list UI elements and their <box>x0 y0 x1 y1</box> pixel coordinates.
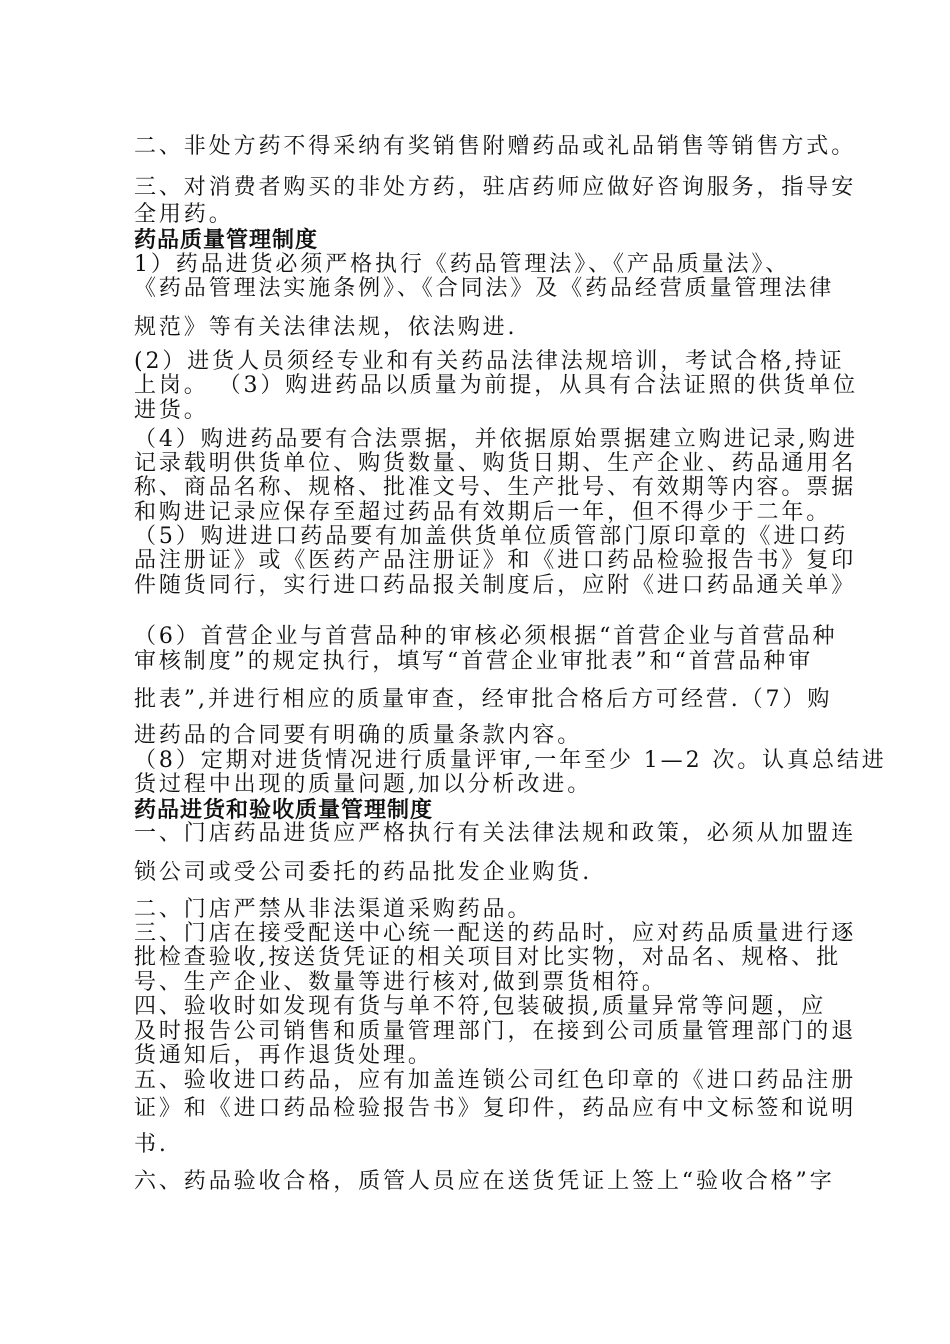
paragraph-line: 一、门店药品进货应严格执行有关法律法规和政策，必须从加盟连 <box>134 821 857 846</box>
paragraph-line: 二、非处方药不得采纳有奖销售附赠药品或礼品销售等销售方式。 <box>134 134 857 159</box>
section-heading: 药品进货和验收质量管理制度 <box>134 797 434 823</box>
paragraph-line: 审核制度”的规定执行，填写“首营企业审批表”和“首营品种审 <box>134 649 814 674</box>
paragraph-line: 五、验收进口药品，应有加盖连锁公司红色印章的《进口药品注册 <box>134 1068 857 1093</box>
paragraph-line: 六、药品验收合格，质管人员应在送货凭证上签上“验收合格”字 <box>134 1169 835 1194</box>
paragraph-line: 《药品管理法实施条例》、《合同法》及《药品经营质量管理法律 <box>134 276 835 301</box>
paragraph-line: 证》和《进口药品检验报告书》复印件，药品应有中文标签和说明 <box>134 1096 857 1121</box>
section-heading: 药品质量管理制度 <box>134 227 319 253</box>
paragraph-line: （4）购进药品要有合法票据，并依据原始票据建立购进记录,购进 <box>134 427 858 452</box>
paragraph-line: 四、验收时如发现有货与单不符,包装破损,质量异常等问题，应 <box>134 994 827 1019</box>
paragraph-line: 品注册证》或《医药产品注册证》和《进口药品检验报告书》复印 <box>134 548 857 573</box>
paragraph-line: （6）首营企业与首营品种的审核必须根据“首营企业与首营品种 <box>134 624 838 649</box>
paragraph-line: 号、生产企业、数量等进行核对,做到票货相符。 <box>134 970 667 995</box>
paragraph-line: 1）药品进货必须严格执行《药品管理法》、《产品质量法》、 <box>134 252 791 277</box>
paragraph-line: （5）购进进口药品要有加盖供货单位质管部门原印章的《进口药 <box>134 524 849 549</box>
paragraph-line: 进货。 <box>134 398 209 423</box>
paragraph-line: 书. <box>134 1132 169 1157</box>
paragraph-line: 全用药。 <box>134 202 234 227</box>
paragraph-line: 三、对消费者购买的非处方药，驻店药师应做好咨询服务，指导安 <box>134 175 857 200</box>
paragraph-line: 件随货同行，实行进口药品报关制度后，应附《进口药品通关单》 <box>134 573 857 598</box>
paragraph-line: 三、门店在接受配送中心统一配送的药品时，应对药品质量进行逐 <box>134 921 857 946</box>
paragraph-line: 进药品的合同要有明确的质量条款内容。 <box>134 723 583 748</box>
paragraph-line: 批表”,并进行相应的质量审查，经审批合格后方可经营.（7）购 <box>134 687 833 712</box>
paragraph-line: 锁公司或受公司委托的药品批发企业购货. <box>134 860 593 885</box>
paragraph-line: （8）定期对进货情况进行质量评审,一年至少 1—2 次。认真总结进 <box>134 748 887 773</box>
paragraph-line: (2）进货人员须经专业和有关药品法律法规培训，考试合格,持证 <box>134 349 845 374</box>
paragraph-line: 和购进记录应保存至超过药品有效期后一年，但不得少于二年。 <box>134 500 832 525</box>
paragraph-line: 上岗。 （3）购进药品以质量为前提，从具有合法证照的供货单位 <box>134 373 858 398</box>
paragraph-line: 批检查验收,按送货凭证的相关项目对比实物，对品名、规格、批 <box>134 945 842 970</box>
paragraph-line: 二、门店严禁从非法渠道采购药品。 <box>134 897 533 922</box>
paragraph-line: 称、商品名称、规格、批准文号、生产批号、有效期等内容。票据 <box>134 475 857 500</box>
paragraph-line: 货通知后，再作退货处理。 <box>134 1043 433 1068</box>
paragraph-line: 记录载明供货单位、购货数量、购货日期、生产企业、药品通用名 <box>134 451 857 476</box>
paragraph-line: 规范》等有关法律法规，依法购进. <box>134 315 518 340</box>
paragraph-line: 货过程中出现的质量问题,加以分析改进。 <box>134 772 593 797</box>
paragraph-line: 及时报告公司销售和质量管理部门，在接到公司质量管理部门的退 <box>134 1019 857 1044</box>
